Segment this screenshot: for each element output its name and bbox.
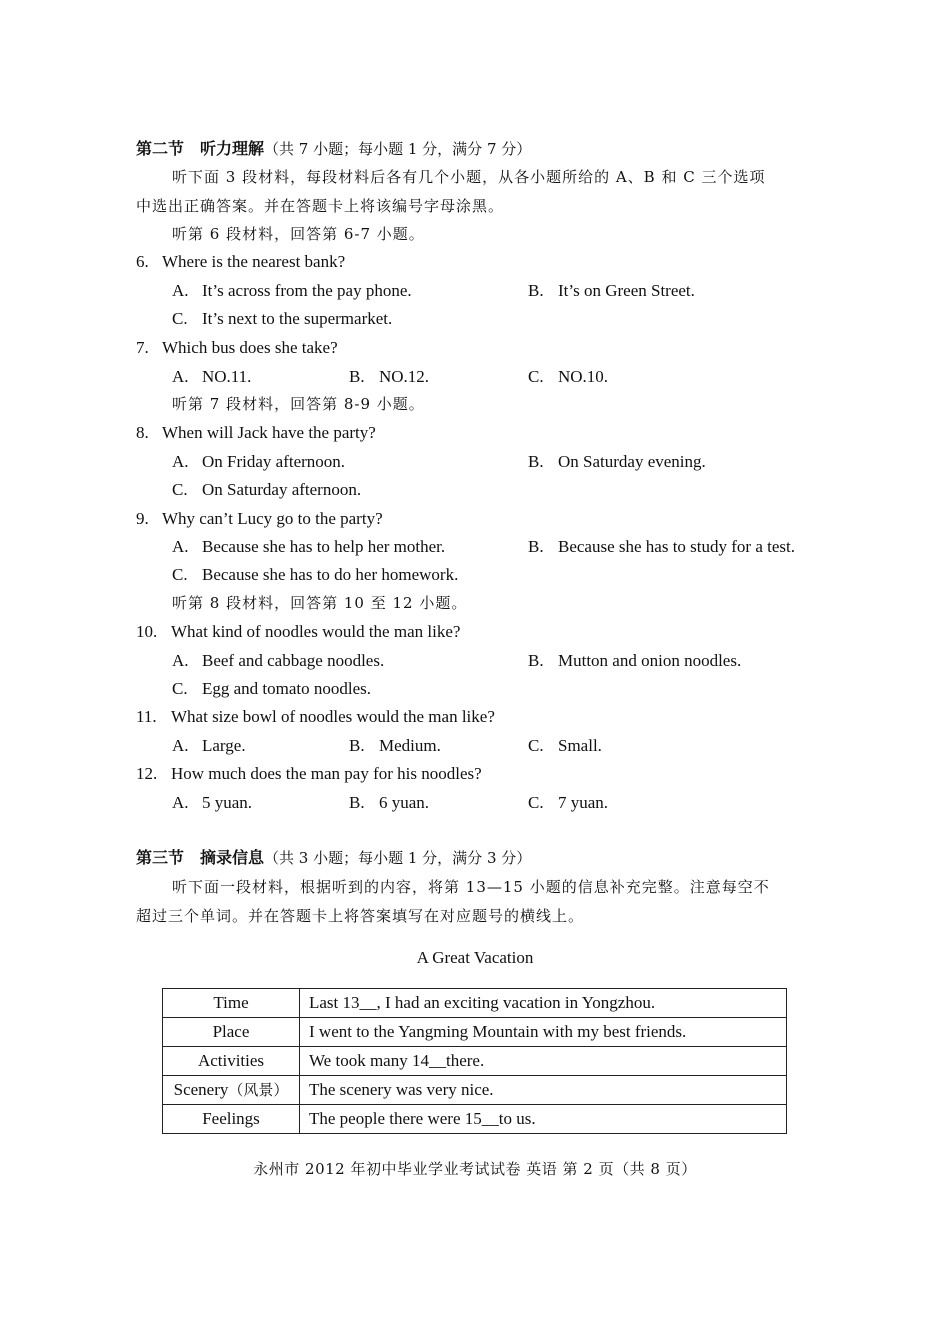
option-letter: A.	[172, 736, 189, 755]
passage6-instruction: 听第 6 段材料，回答第 6-7 小题。	[172, 225, 425, 243]
table-row	[163, 1105, 787, 1134]
option-letter: A.	[172, 651, 189, 670]
option-text: It’s on Green Street.	[558, 281, 695, 300]
q9-option-c	[172, 564, 458, 586]
section3-heading-bold: 第三节 摘录信息	[136, 848, 265, 867]
table-row	[163, 1076, 787, 1105]
row-value: The scenery was very nice.	[300, 1076, 787, 1105]
option-text: It’s next to the supermarket.	[202, 309, 393, 328]
question-text: What kind of noodles would the man like?	[171, 622, 461, 641]
q12-option-c	[528, 792, 608, 814]
vacation-table	[162, 988, 787, 1134]
option-text: NO.11.	[202, 367, 252, 386]
option-letter: B.	[528, 281, 544, 300]
option-text: On Saturday afternoon.	[202, 480, 362, 499]
q11-option-a	[172, 735, 246, 757]
question-11	[136, 706, 495, 728]
question-number: 11.	[136, 707, 157, 726]
question-text: How much does the man pay for his noodles?	[171, 764, 482, 783]
option-letter: B.	[349, 367, 365, 386]
q11-option-b	[349, 735, 441, 757]
q10-option-a	[172, 650, 384, 672]
section2-heading	[136, 138, 531, 160]
row-key: Time	[163, 989, 300, 1018]
option-letter: B.	[528, 651, 544, 670]
option-text: Because she has to do her homework.	[202, 565, 459, 584]
question-text: Why can’t Lucy go to the party?	[162, 509, 383, 528]
question-number: 8.	[136, 423, 149, 442]
q8-option-a	[172, 451, 345, 473]
row-value: We took many 14__there.	[300, 1047, 787, 1076]
option-letter: B.	[349, 736, 365, 755]
option-text: 6 yuan.	[379, 793, 430, 812]
option-text: NO.10.	[558, 367, 609, 386]
question-number: 9.	[136, 509, 149, 528]
section3-heading	[136, 847, 531, 869]
option-text: NO.12.	[379, 367, 430, 386]
option-letter: C.	[528, 736, 544, 755]
passage8-instruction: 听第 8 段材料，回答第 10 至 12 小题。	[172, 594, 468, 612]
table-row	[163, 989, 787, 1018]
section2-heading-bold: 第二节 听力理解	[136, 139, 265, 158]
option-letter: B.	[349, 793, 365, 812]
section3-intro-line1: 听下面一段材料，根据听到的内容，将第 13—15 小题的信息补充完整。注意每空不	[172, 878, 770, 896]
option-letter: C.	[528, 367, 544, 386]
row-key: Activities	[163, 1047, 300, 1076]
question-6	[136, 251, 345, 273]
section3-intro-line2: 超过三个单词。并在答题卡上将答案填写在对应题号的横线上。	[136, 907, 585, 925]
q8-option-c	[172, 479, 361, 501]
question-9	[136, 508, 383, 530]
option-text: Egg and tomato noodles.	[202, 679, 372, 698]
option-letter: A.	[172, 367, 189, 386]
q10-option-b	[528, 650, 741, 672]
option-letter: A.	[172, 452, 189, 471]
q6-option-c	[172, 308, 392, 330]
question-number: 10.	[136, 622, 158, 641]
option-text: Small.	[558, 736, 602, 755]
row-key: Feelings	[163, 1105, 300, 1134]
section2-intro-line1: 听下面 3 段材料，每段材料后各有几个小题，从各小题所给的 A、B 和 C 三个选项	[172, 168, 766, 186]
question-text: Where is the nearest bank?	[162, 252, 346, 271]
q9-option-b	[528, 536, 795, 558]
row-value: I went to the Yangming Mountain with my best friends.	[300, 1018, 787, 1047]
option-letter: A.	[172, 537, 189, 556]
q11-option-c	[528, 735, 602, 757]
option-text: It’s across from the pay phone.	[202, 281, 412, 300]
row-key: Scenery	[173, 1080, 229, 1099]
option-text: Large.	[202, 736, 246, 755]
table-row	[163, 1047, 787, 1076]
q7-option-a	[172, 366, 251, 388]
option-letter: C.	[172, 679, 188, 698]
q8-option-b	[528, 451, 706, 473]
question-8	[136, 422, 376, 444]
q12-option-a	[172, 792, 252, 814]
row-key: Place	[163, 1018, 300, 1047]
q6-option-a	[172, 280, 412, 302]
q7-option-c	[528, 366, 608, 388]
option-text: Mutton and onion noodles.	[558, 651, 742, 670]
option-text: On Saturday evening.	[558, 452, 706, 471]
option-letter: B.	[528, 537, 544, 556]
option-letter: C.	[528, 793, 544, 812]
option-text: Beef and cabbage noodles.	[202, 651, 385, 670]
option-text: Medium.	[379, 736, 441, 755]
option-letter: A.	[172, 793, 189, 812]
option-text: 5 yuan.	[202, 793, 253, 812]
table-title: A Great Vacation	[416, 948, 534, 967]
row-value: Last 13__, I had an exciting vacation in Yongzhou.	[300, 989, 787, 1018]
section3-heading-rest: （共 3 小题；每小题 1 分，满分 3 分）	[264, 849, 532, 867]
table-row	[163, 1018, 787, 1047]
option-text: On Friday afternoon.	[202, 452, 346, 471]
q12-option-b	[349, 792, 429, 814]
option-letter: C.	[172, 480, 188, 499]
row-key-cell	[163, 1076, 300, 1105]
question-number: 12.	[136, 764, 158, 783]
row-key-chinese: （风景）	[228, 1081, 289, 1099]
question-text: What size bowl of noodles would the man like?	[171, 707, 495, 726]
section2-heading-rest: （共 7 小题；每小题 1 分，满分 7 分）	[264, 140, 532, 158]
section2-intro-line2: 中选出正确答案。并在答题卡上将该编号字母涂黑。	[136, 197, 505, 215]
question-10	[136, 621, 460, 643]
q10-option-c	[172, 678, 371, 700]
option-letter: B.	[528, 452, 544, 471]
question-7	[136, 337, 338, 359]
question-text: Which bus does she take?	[162, 338, 338, 357]
option-text: 7 yuan.	[558, 793, 609, 812]
option-letter: A.	[172, 281, 189, 300]
page-footer: 永州市 2012 年初中毕业学业考试试卷 英语 第 2 页（共 8 页）	[253, 1160, 697, 1178]
q7-option-b	[349, 366, 429, 388]
question-12	[136, 763, 482, 785]
q9-option-a	[172, 536, 445, 558]
option-letter: C.	[172, 309, 188, 328]
question-number: 6.	[136, 252, 149, 271]
option-text: Because she has to help her mother.	[202, 537, 446, 556]
option-letter: C.	[172, 565, 188, 584]
question-number: 7.	[136, 338, 149, 357]
q6-option-b	[528, 280, 695, 302]
option-text: Because she has to study for a test.	[558, 537, 795, 556]
question-text: When will Jack have the party?	[162, 423, 376, 442]
row-value: The people there were 15__to us.	[300, 1105, 787, 1134]
passage7-instruction: 听第 7 段材料，回答第 8-9 小题。	[172, 395, 425, 413]
